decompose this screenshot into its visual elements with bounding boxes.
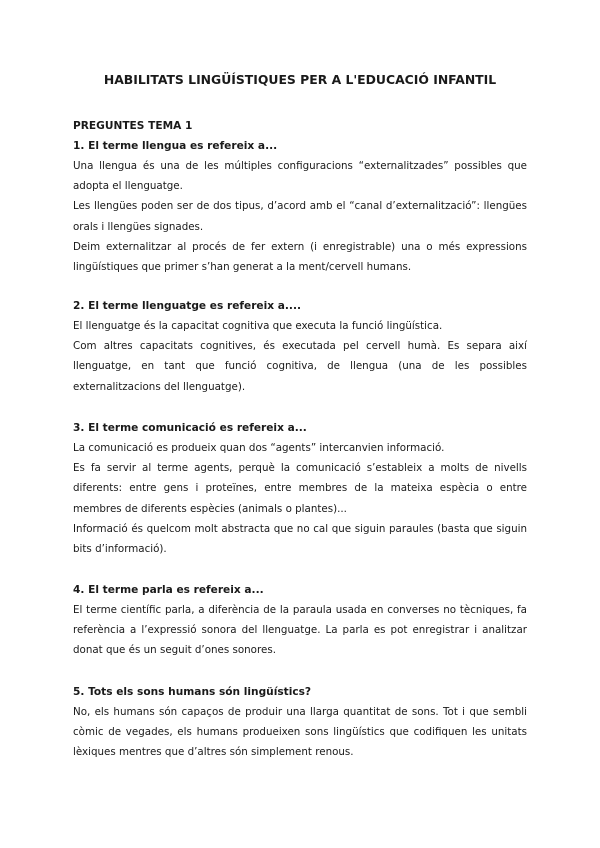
section-4	[73, 580, 527, 661]
section-3	[73, 418, 527, 559]
question-heading: 1. El terme llengua es refereix a...	[73, 140, 278, 152]
document-subtitle: PREGUNTES TEMA 1	[73, 120, 193, 132]
section-1	[73, 116, 527, 277]
answer-paragraph: El llenguatge és la capacitat cognitiva que executa la funció lingüística.	[73, 320, 443, 332]
answer-paragraph: Informació és quelcom molt abstracta que no cal que siguin paraules (basta que siguin bits d’informació).	[73, 522, 527, 556]
answer-paragraph: La comunicació es produeix quan dos “agents” intercanvien informació.	[73, 442, 445, 454]
answer-paragraph: Es fa servir al terme agents, perquè la comunicació s’estableix a molts de nivells diferents: entre gens i proteïnes, entre membres de la mateixa espècia o entre membres de diferents espècies (animals o plantes)...	[73, 462, 527, 515]
answer-paragraph: Una llengua és una de les múltiples configuracions “externalitzades” possibles que adopta el llenguatge.	[73, 160, 527, 193]
question-heading: 5. Tots els sons humans són lingüístics?	[73, 686, 312, 698]
question-heading: 4. El terme parla es refereix a...	[73, 584, 264, 596]
question-heading: 2. El terme llenguatge es refereix a....	[73, 300, 301, 312]
question-heading: 3. El terme comunicació es refereix a...	[73, 422, 307, 434]
answer-paragraph: Les llengües poden ser de dos tipus, d’acord amb el “canal d’externalització”: llengües orals i llengües signades.	[73, 200, 527, 233]
answer-paragraph: Com altres capacitats cognitives, és executada pel cervell humà. Es separa així llenguatge, en tant que funció cognitiva, de llengua (una de les possibles externalitzacions del llenguatge).	[73, 340, 527, 393]
section-2	[73, 296, 527, 397]
answer-paragraph: El terme científic parla, a diferència de la paraula usada en converses no tècniques, fa referència a l’expressió sonora del llenguatge. La parla es pot enregistrar i analitzar donat que és un seguit d’ones sonores.	[73, 604, 527, 657]
section-5	[73, 682, 527, 763]
answer-paragraph: No, els humans són capaços de produir una llarga quantitat de sons. Tot i que sembli còmic de vegades, els humans produeixen sons lingüístics que codifiquen les unitats lèxiques mentres que d’altres són simplement renous.	[73, 706, 527, 759]
answer-paragraph: Deim externalitzar al procés de fer extern (i enregistrable) una o més expressions lingüístiques que primer s’han generat a la ment/cervell humans.	[73, 240, 527, 274]
document-title: HABILITATS LINGÜÍSTIQUES PER A L'EDUCACIÓ INFANTIL	[103, 72, 497, 87]
